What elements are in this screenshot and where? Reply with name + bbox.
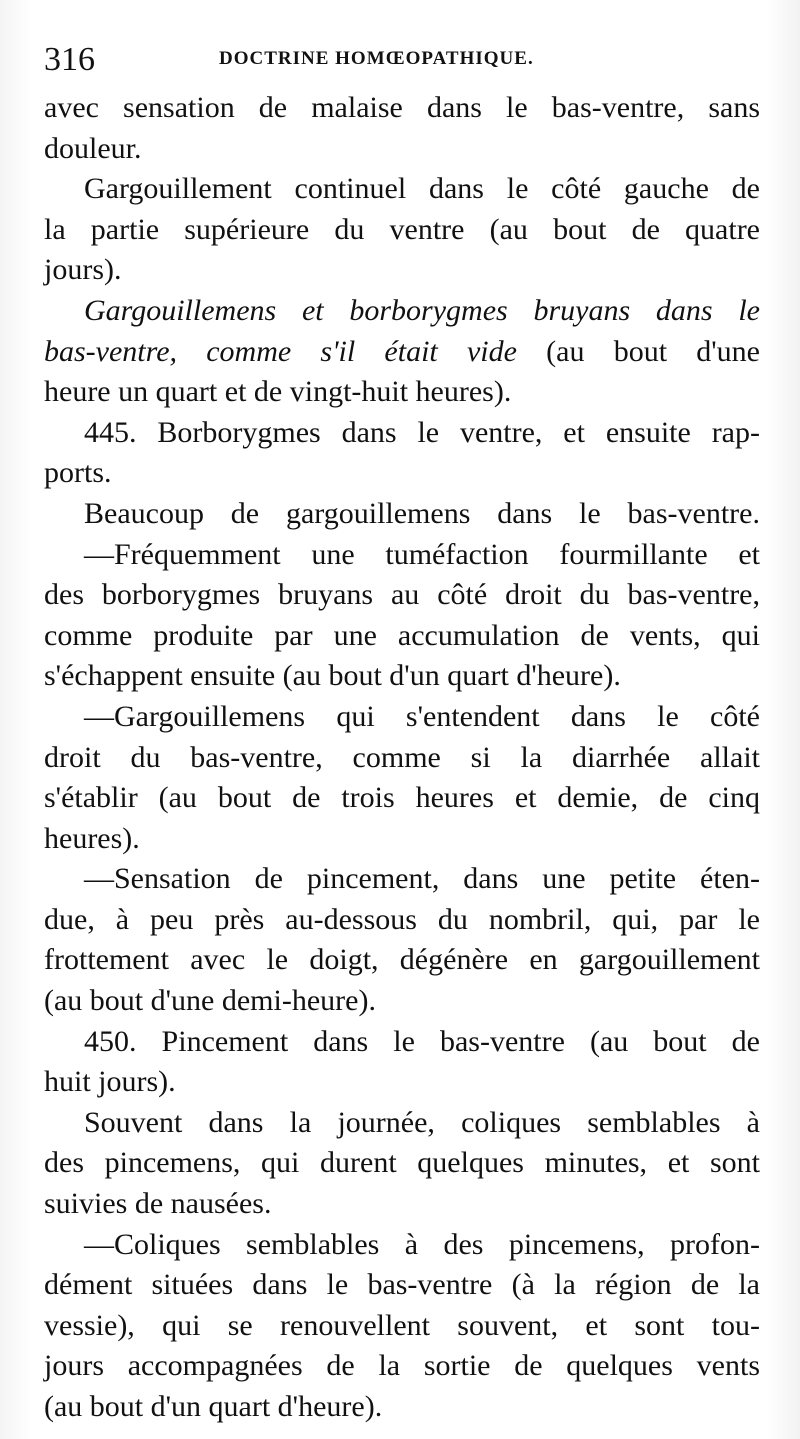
text-line: 450. Pincement dans le bas-ventre (au bout de bbox=[84, 1024, 760, 1058]
text-line: douleur. bbox=[44, 131, 142, 165]
page-header bbox=[44, 38, 760, 86]
text-line: Gargouillement continuel dans le côté gauche de bbox=[84, 172, 760, 206]
italic-text: bas-ventre, comme s'il était vide bbox=[44, 334, 517, 368]
text-line: la partie supérieure du ventre (au bout de quatre bbox=[44, 212, 760, 246]
text-line: heures). bbox=[44, 821, 140, 855]
text-line: —Sensation de pincement, dans une petite éten- bbox=[84, 862, 760, 896]
text-line: s'échappent ensuite (au bout d'un quart d'heure). bbox=[44, 659, 621, 693]
text-line: frottement avec le doigt, dégénère en gargouillement bbox=[44, 943, 760, 977]
text-line: ports. bbox=[44, 456, 112, 490]
text-span: (au bout d'une bbox=[516, 334, 760, 368]
text-line: Beaucoup de gargouillemens dans le bas-ventre. bbox=[84, 496, 760, 530]
text-line: suivies de nausées. bbox=[44, 1187, 272, 1221]
text-line: —Fréquemment une tuméfaction fourmillante et bbox=[84, 537, 760, 571]
text-line: droit du bas-ventre, comme si la diarrhée allait bbox=[44, 740, 760, 774]
text-line: Souvent dans la journée, coliques semblables à bbox=[84, 1105, 760, 1139]
text-line bbox=[44, 332, 760, 373]
text-line: des borborygmes bruyans au côté droit du bas-ventre, bbox=[44, 578, 760, 612]
text-line: avec sensation de malaise dans le bas-ventre, sans bbox=[44, 91, 760, 124]
italic-text: Gargouillemens et borborygmes bruyans dans le bbox=[84, 293, 760, 327]
text-line: (au bout d'un quart d'heure). bbox=[44, 1390, 383, 1423]
text-line: heure un quart et de vingt-huit heures). bbox=[44, 375, 512, 409]
text-line: des pincemens, qui durent quelques minutes, et sont bbox=[44, 1146, 760, 1180]
text-line: (au bout d'une demi-heure). bbox=[44, 984, 376, 1018]
text-line: jours). bbox=[44, 253, 122, 287]
text-line: dément situées dans le bas-ventre (à la région de la bbox=[44, 1268, 760, 1302]
text-line: comme produite par une accumulation de vents, qui bbox=[44, 618, 760, 652]
text-line: —Gargouillemens qui s'entendent dans le côté bbox=[84, 699, 760, 733]
text-line: s'établir (au bout de trois heures et demie, de cinq bbox=[44, 781, 760, 815]
body-text bbox=[44, 88, 760, 1428]
text-line: due, à peu près au-dessous du nombril, qui, par le bbox=[44, 902, 760, 936]
text-line bbox=[44, 291, 760, 332]
text-line: jours accompagnées de la sortie de quelques vents bbox=[44, 1349, 760, 1383]
text-line: huit jours). bbox=[44, 1065, 176, 1099]
text-line: 445. Borborygmes dans le ventre, et ensuite rap- bbox=[84, 415, 760, 449]
text-line: —Coliques semblables à des pincemens, profon- bbox=[84, 1227, 760, 1261]
page-number: 316 bbox=[44, 41, 95, 78]
running-title: DOCTRINE HOMŒOPATHIQUE. bbox=[219, 48, 534, 69]
text-line: vessie), qui se renouvellent souvent, et sont tou- bbox=[44, 1308, 760, 1342]
